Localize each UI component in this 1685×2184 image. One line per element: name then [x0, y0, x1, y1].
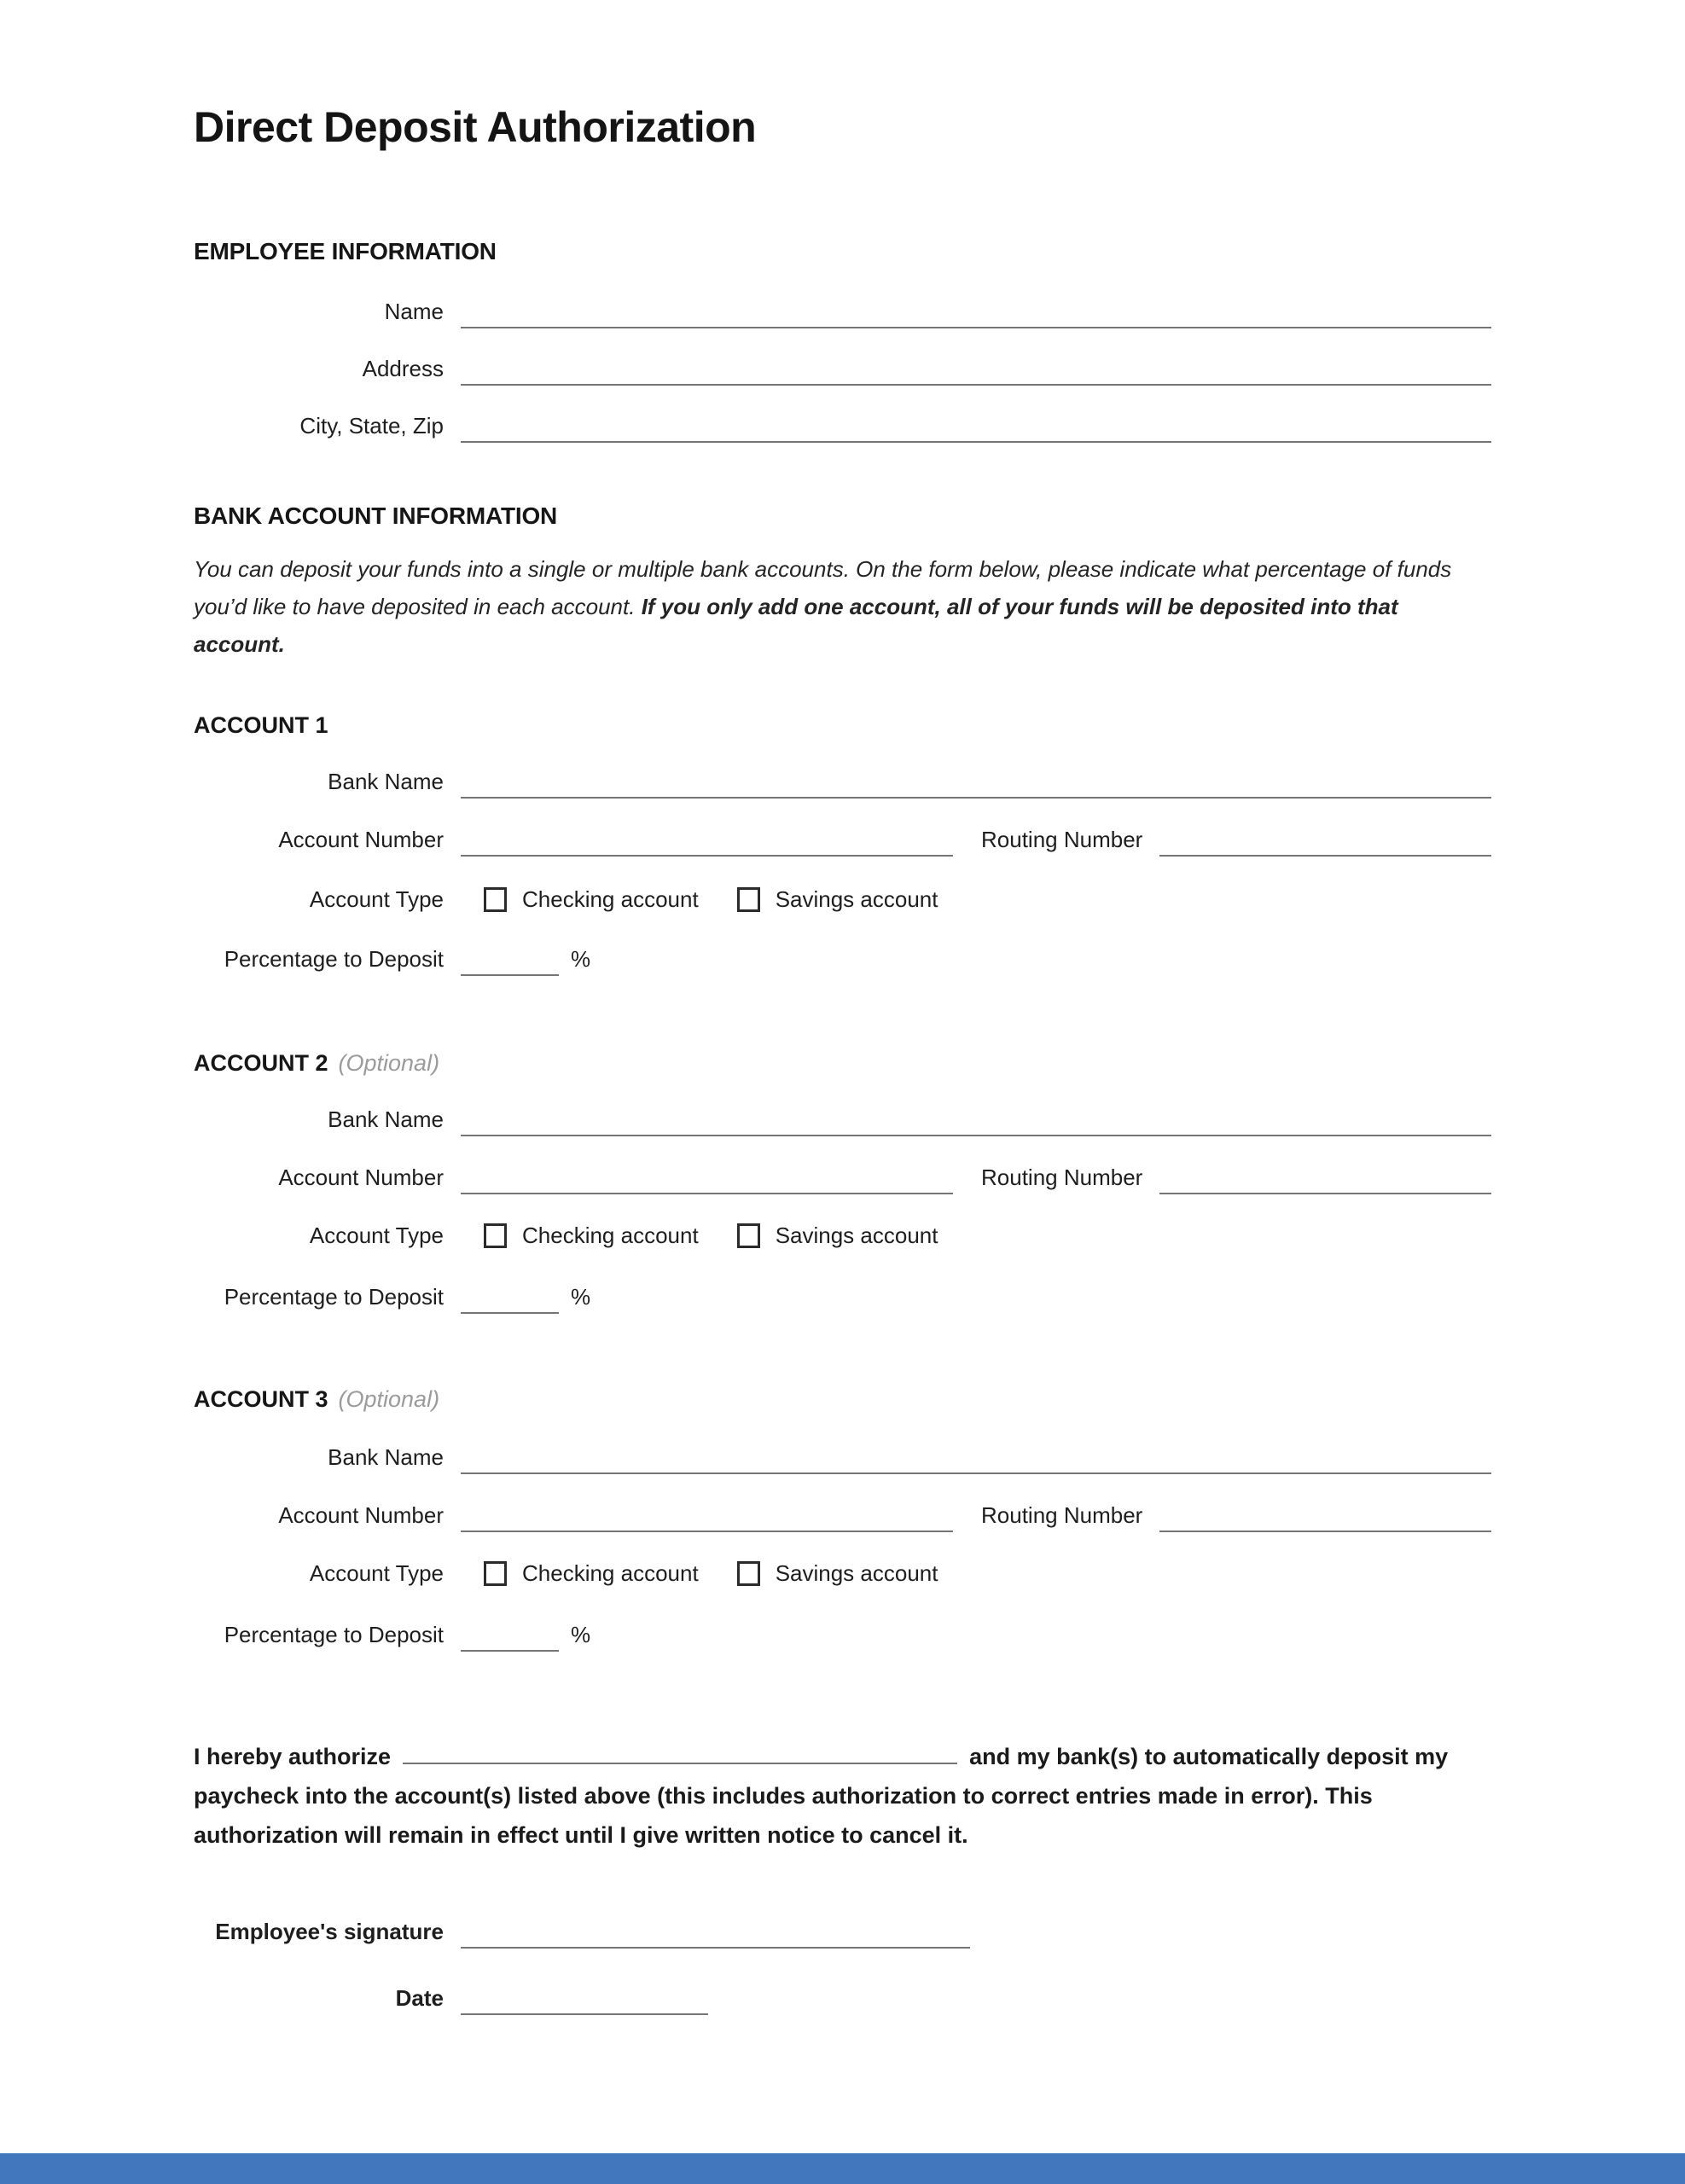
- account-2-optional-tag: (Optional): [338, 1050, 440, 1076]
- account-2-percentage-input[interactable]: [461, 1283, 559, 1314]
- account-2-numbers-row: [194, 1160, 1491, 1194]
- account-type-label: Account Type: [309, 1560, 444, 1586]
- account-3-numbers-row: [194, 1498, 1491, 1532]
- bank-name-label: Bank Name: [328, 1444, 444, 1470]
- footer-accent-bar: [0, 2153, 1685, 2184]
- percentage-label: Percentage to Deposit: [224, 1284, 444, 1310]
- account-2-savings-checkbox[interactable]: [737, 1223, 760, 1248]
- account-1-savings-checkbox[interactable]: [737, 887, 760, 912]
- date-label: Date: [395, 1985, 444, 2011]
- account-3-heading: [194, 1384, 1491, 1414]
- routing-number-label: Routing Number: [981, 1165, 1143, 1190]
- percentage-label: Percentage to Deposit: [224, 946, 444, 972]
- account-1-account-number-input[interactable]: [461, 826, 953, 857]
- account-number-label: Account Number: [278, 827, 444, 852]
- name-input[interactable]: [461, 298, 1491, 328]
- account-1-percentage-row: [194, 942, 1491, 976]
- authorization-prefix: I hereby authorize: [194, 1744, 392, 1769]
- percent-sign: %: [571, 946, 591, 972]
- account-1-heading: [194, 710, 1491, 741]
- savings-account-label: Savings account: [775, 1222, 938, 1248]
- account-3-savings-checkbox[interactable]: [737, 1561, 760, 1586]
- account-2-type-row: [194, 1220, 1491, 1251]
- address-label: Address: [362, 356, 444, 381]
- page-title: Direct Deposit Authorization: [194, 103, 757, 151]
- account-1-routing-number-input[interactable]: [1159, 826, 1491, 857]
- account-number-label: Account Number: [278, 1165, 444, 1190]
- employee-signature-input[interactable]: [461, 1918, 970, 1949]
- savings-account-label: Savings account: [775, 886, 938, 912]
- routing-number-label: Routing Number: [981, 1502, 1143, 1528]
- bank-info-intro: [194, 550, 1491, 663]
- address-input[interactable]: [461, 355, 1491, 386]
- account-type-label: Account Type: [309, 886, 444, 912]
- account-3-percentage-input[interactable]: [461, 1621, 559, 1652]
- account-2-routing-number-input[interactable]: [1159, 1164, 1491, 1194]
- authorization-suffix: and my bank(s) to automatically deposit my paycheck into the account(s) listed above (this includes authorization to correct entries made in error). This authorization will remain in effect until I give written notice to cancel it.: [194, 1744, 1449, 1848]
- account-1-numbers-row: [194, 822, 1491, 857]
- address-field-row: [194, 351, 1491, 386]
- account-1-bank-name-row: [194, 764, 1491, 799]
- date-input[interactable]: [461, 1984, 708, 2015]
- account-2-account-number-input[interactable]: [461, 1164, 953, 1194]
- account-3-bank-name-input[interactable]: [461, 1443, 1491, 1474]
- city-state-zip-input[interactable]: [461, 412, 1491, 443]
- checking-account-label: Checking account: [522, 1560, 699, 1586]
- account-2-checking-checkbox[interactable]: [484, 1223, 507, 1248]
- account-number-label: Account Number: [278, 1502, 444, 1528]
- city-state-zip-label: City, State, Zip: [299, 413, 444, 439]
- date-row: [194, 1981, 1491, 2015]
- account-3-percentage-row: [194, 1618, 1491, 1652]
- name-field-row: [194, 294, 1491, 328]
- bank-info-intro-bold: If you only add one account, all of your funds will be deposited into that account.: [194, 594, 1398, 657]
- account-1-checking-checkbox[interactable]: [484, 887, 507, 912]
- account-3-optional-tag: (Optional): [338, 1386, 440, 1412]
- routing-number-label: Routing Number: [981, 827, 1143, 852]
- account-3-routing-number-input[interactable]: [1159, 1502, 1491, 1532]
- account-2-percentage-row: [194, 1280, 1491, 1314]
- account-2-heading: [194, 1048, 1491, 1078]
- employee-signature-label: Employee's signature: [215, 1919, 444, 1944]
- savings-account-label: Savings account: [775, 1560, 938, 1586]
- percentage-label: Percentage to Deposit: [224, 1622, 444, 1647]
- account-3-heading-text: ACCOUNT 3: [194, 1386, 328, 1412]
- account-1-type-row: [194, 884, 1491, 915]
- account-3-account-number-input[interactable]: [461, 1502, 953, 1532]
- city-state-zip-field-row: [194, 409, 1491, 443]
- account-1-percentage-input[interactable]: [461, 945, 559, 976]
- percent-sign: %: [571, 1284, 591, 1310]
- checking-account-label: Checking account: [522, 886, 699, 912]
- account-3-checking-checkbox[interactable]: [484, 1561, 507, 1586]
- account-2-bank-name-input[interactable]: [461, 1106, 1491, 1136]
- name-label: Name: [384, 299, 444, 324]
- bank-name-label: Bank Name: [328, 1107, 444, 1132]
- account-2-bank-name-row: [194, 1102, 1491, 1136]
- bank-info-intro-regular: You can deposit your funds into a single or multiple bank accounts. On the form below, please indicate what percentage of funds you’d like to have deposited in each account.: [194, 556, 1452, 619]
- authorization-paragraph: [194, 1737, 1491, 1855]
- account-3-type-row: [194, 1558, 1491, 1589]
- checking-account-label: Checking account: [522, 1222, 699, 1248]
- authorization-company-input[interactable]: [403, 1763, 957, 1764]
- bank-info-heading: BANK ACCOUNT INFORMATION: [194, 502, 558, 529]
- account-3-bank-name-row: [194, 1440, 1491, 1474]
- account-type-label: Account Type: [309, 1223, 444, 1248]
- employee-info-heading: EMPLOYEE INFORMATION: [194, 238, 497, 264]
- account-1-bank-name-input[interactable]: [461, 768, 1491, 799]
- percent-sign: %: [571, 1622, 591, 1647]
- account-1-heading-text: ACCOUNT 1: [194, 712, 328, 738]
- account-2-heading-text: ACCOUNT 2: [194, 1050, 328, 1076]
- bank-name-label: Bank Name: [328, 769, 444, 794]
- signature-row: [194, 1914, 1491, 1949]
